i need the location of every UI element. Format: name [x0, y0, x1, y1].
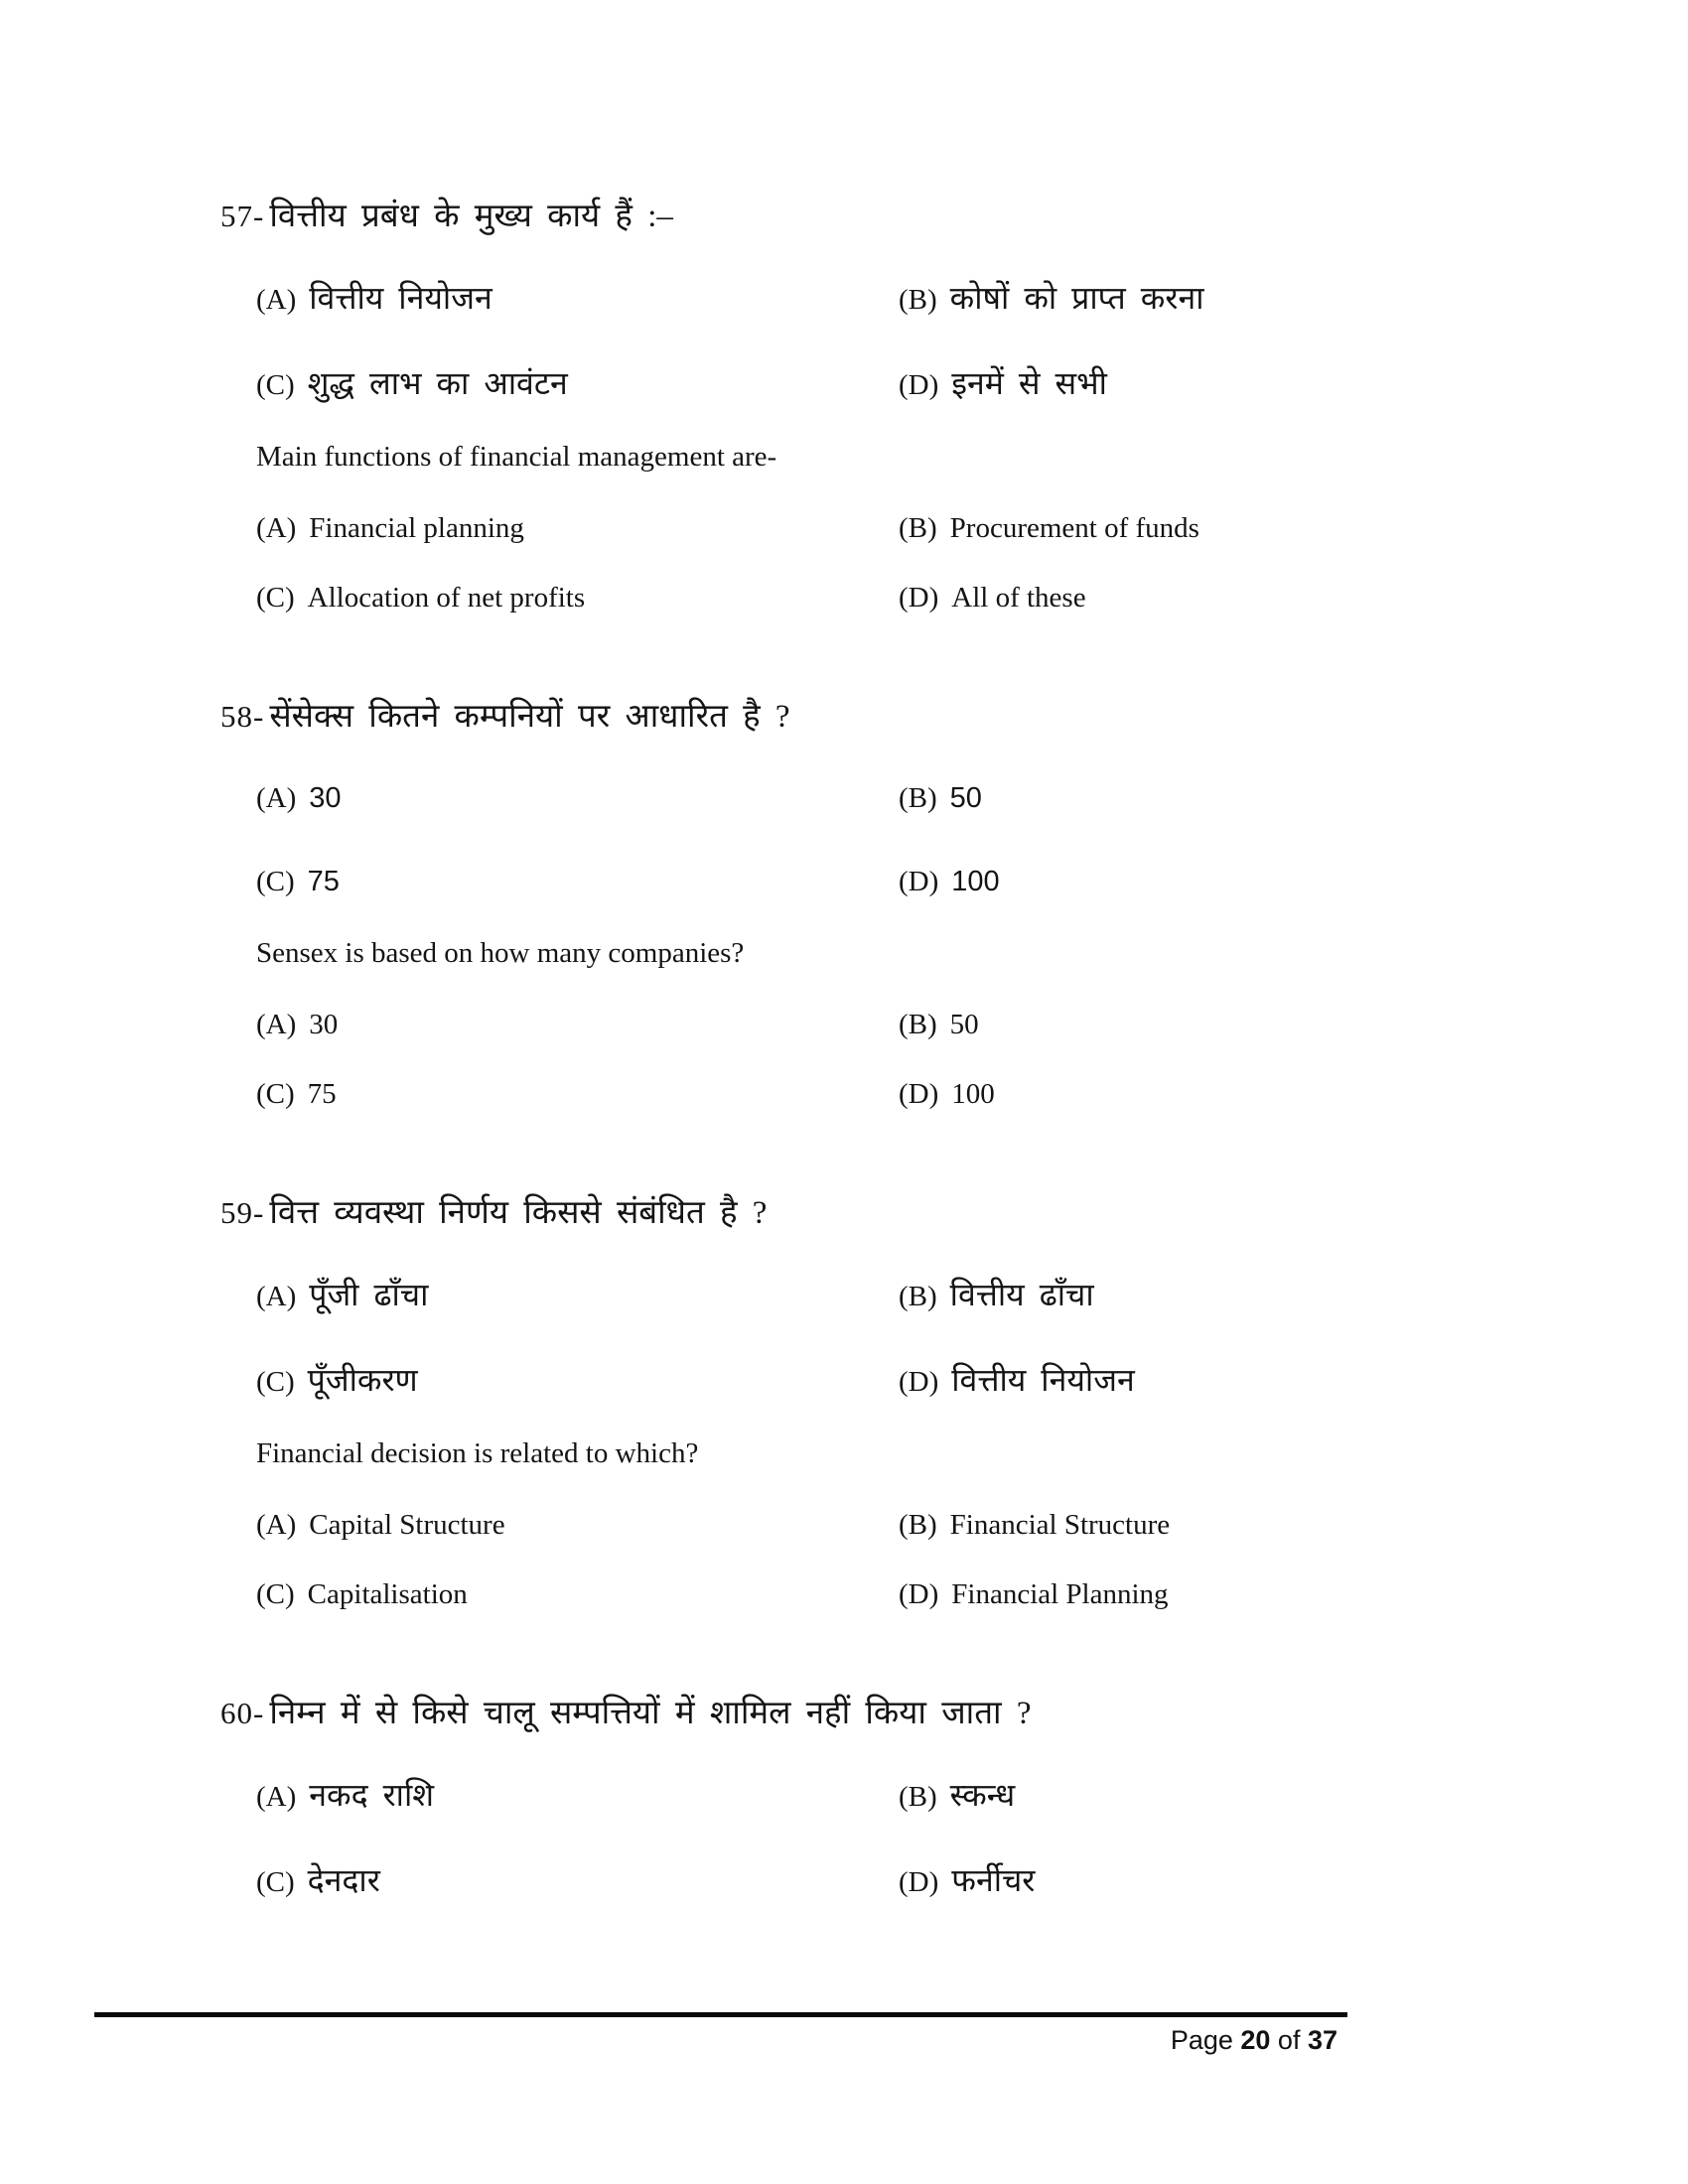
option-label: (B) — [899, 1281, 937, 1312]
option-c-english — [256, 578, 899, 617]
option-text: Capitalisation — [307, 1578, 468, 1610]
hindi-options — [256, 1275, 1357, 1402]
option-label: (A) — [256, 512, 297, 544]
option-b-english — [899, 1005, 1357, 1044]
hindi-options — [256, 1775, 1357, 1902]
option-text: देनदार — [307, 1862, 380, 1898]
option-b-hindi — [899, 1275, 1357, 1316]
option-label: (D) — [899, 1866, 939, 1898]
option-text: वित्तीय नियोजन — [951, 1362, 1135, 1398]
option-label: (C) — [256, 1866, 295, 1898]
question-number: 59- — [220, 1195, 265, 1230]
question-heading — [220, 197, 1357, 236]
option-d-hindi — [899, 363, 1357, 405]
option-a-hindi — [256, 1275, 899, 1316]
footer-page-number: 20 — [1240, 2025, 1271, 2055]
option-text: पूँजी ढाँचा — [309, 1277, 429, 1312]
option-c-english — [256, 1074, 899, 1114]
option-a-english — [256, 1005, 899, 1044]
option-d-english — [899, 1574, 1357, 1614]
option-label: (C) — [256, 1366, 295, 1398]
option-label: (A) — [256, 1281, 297, 1312]
option-a-hindi — [256, 1775, 899, 1817]
option-label: (D) — [899, 866, 939, 897]
option-label: (D) — [899, 369, 939, 401]
option-a-english — [256, 508, 899, 548]
question-60 — [220, 1694, 1357, 1902]
option-label: (C) — [256, 1078, 295, 1110]
hindi-options — [256, 778, 1357, 901]
question-number: 57- — [220, 199, 265, 233]
option-b-english — [899, 1505, 1357, 1545]
question-paper-page — [220, 197, 1357, 1981]
option-label: (B) — [899, 1509, 937, 1541]
question-text-hindi: निम्न में से किसे चालू सम्पत्तियों में शामिल नहीं किया जाता ? — [269, 1696, 1032, 1731]
option-text: All of these — [951, 582, 1086, 614]
question-number: 58- — [220, 699, 265, 734]
option-d-hindi — [899, 1860, 1357, 1902]
question-number: 60- — [220, 1696, 265, 1730]
question-58 — [220, 697, 1357, 1114]
option-c-hindi — [256, 1360, 899, 1402]
question-text-hindi: सेंसेक्स कितने कम्पनियों पर आधारित है ? — [269, 699, 790, 735]
option-label: (C) — [256, 369, 295, 401]
option-text: Procurement of funds — [949, 512, 1199, 544]
option-label: (A) — [256, 1509, 297, 1541]
option-text: शुद्ध लाभ का आवंटन — [307, 365, 568, 401]
question-heading — [220, 1193, 1357, 1233]
option-d-english — [899, 578, 1357, 617]
option-b-hindi — [899, 1775, 1357, 1817]
option-label: (C) — [256, 1578, 295, 1610]
option-a-english — [256, 1505, 899, 1545]
option-text: Capital Structure — [309, 1509, 505, 1541]
option-a-hindi — [256, 778, 899, 818]
page-number-footer — [94, 2025, 1337, 2056]
option-label: (B) — [899, 512, 937, 544]
footer-total-pages: 37 — [1307, 2025, 1337, 2055]
question-heading — [220, 697, 1357, 737]
option-label: (D) — [899, 1366, 939, 1398]
option-label: (A) — [256, 1009, 297, 1040]
option-label: (B) — [899, 284, 937, 316]
option-text: स्कन्ध — [949, 1777, 1016, 1813]
question-text-hindi: वित्तीय प्रबंध के मुख्य कार्य हैं :– — [269, 199, 673, 234]
option-text: कोषों को प्राप्त करना — [949, 280, 1204, 316]
option-c-hindi — [256, 363, 899, 405]
option-c-hindi — [256, 862, 899, 901]
option-text: इनमें से सभी — [951, 365, 1107, 401]
option-c-hindi — [256, 1860, 899, 1902]
option-text: नकद राशि — [309, 1777, 435, 1813]
option-a-hindi — [256, 278, 899, 320]
question-text-english: Sensex is based on how many companies? — [256, 937, 745, 969]
question-57 — [220, 197, 1357, 617]
option-b-english — [899, 508, 1357, 548]
question-heading — [220, 1694, 1357, 1733]
option-text: 100 — [951, 1078, 995, 1110]
option-text: 50 — [949, 782, 982, 814]
option-b-hindi — [899, 278, 1357, 320]
option-label: (A) — [256, 782, 297, 814]
question-text-hindi: वित्त व्यवस्था निर्णय किससे संबंधित है ? — [269, 1195, 768, 1231]
option-label: (B) — [899, 1009, 937, 1040]
option-label: (A) — [256, 1781, 297, 1813]
english-options — [256, 1505, 1357, 1614]
option-label: (D) — [899, 1078, 939, 1110]
option-label: (B) — [899, 1781, 937, 1813]
option-text: Financial Planning — [951, 1578, 1169, 1610]
option-label: (D) — [899, 582, 939, 614]
english-options — [256, 1005, 1357, 1114]
option-label: (A) — [256, 284, 297, 316]
question-text-english: Main functions of financial management are- — [256, 441, 777, 473]
option-c-english — [256, 1574, 899, 1614]
option-text: 75 — [307, 866, 340, 897]
hindi-options — [256, 278, 1357, 405]
question-text-english: Financial decision is related to which? — [256, 1437, 699, 1469]
option-b-hindi — [899, 778, 1357, 818]
option-label: (C) — [256, 582, 295, 614]
option-text: वित्तीय नियोजन — [309, 280, 492, 316]
option-text: 100 — [951, 866, 1000, 897]
option-text: Financial Structure — [949, 1509, 1171, 1541]
option-text: फर्नीचर — [951, 1862, 1036, 1898]
option-text: वित्तीय ढाँचा — [949, 1277, 1094, 1312]
option-label: (D) — [899, 1578, 939, 1610]
option-d-hindi — [899, 862, 1357, 901]
option-text: पूँजीकरण — [307, 1362, 418, 1398]
option-text: Allocation of net profits — [307, 582, 586, 614]
footer-of-text: of — [1270, 2025, 1308, 2055]
footer-prefix: Page — [1170, 2025, 1241, 2055]
question-59 — [220, 1193, 1357, 1614]
option-d-hindi — [899, 1360, 1357, 1402]
english-options — [256, 508, 1357, 617]
option-text: 30 — [309, 1009, 339, 1040]
option-text: 75 — [307, 1078, 337, 1110]
option-text: 30 — [309, 782, 342, 814]
footer-divider — [94, 2012, 1347, 2017]
option-d-english — [899, 1074, 1357, 1114]
option-text: 50 — [949, 1009, 979, 1040]
option-text: Financial planning — [309, 512, 524, 544]
option-label: (B) — [899, 782, 937, 814]
option-label: (C) — [256, 866, 295, 897]
